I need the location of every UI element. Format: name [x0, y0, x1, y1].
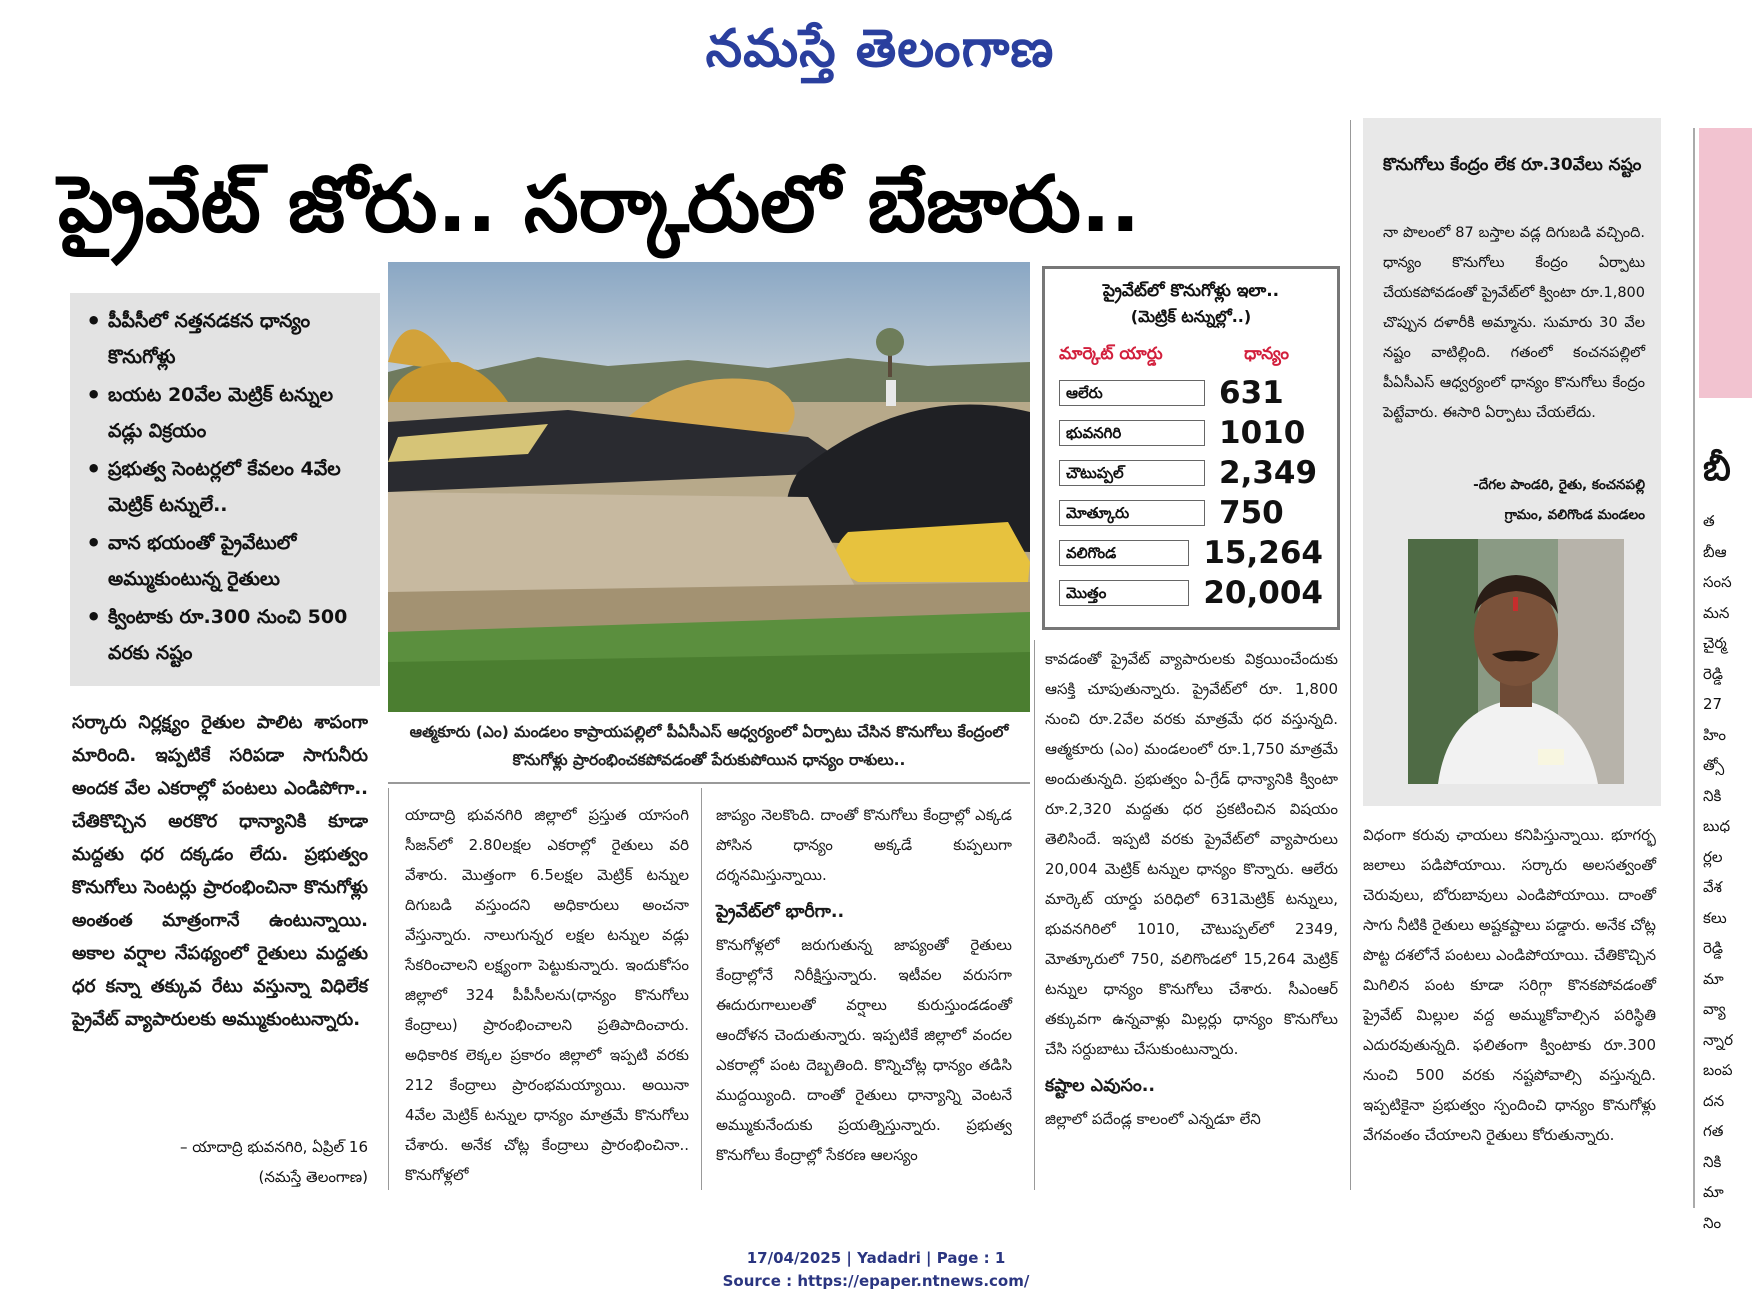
table-row [1059, 453, 1323, 493]
farmer-quote-sidebar [1363, 118, 1661, 806]
table-header-market: మార్కెట్ యార్డు [1059, 344, 1163, 364]
grain-value: 20,004 [1203, 575, 1323, 611]
sidebar-text: నా పొలంలో 87 బస్తాల వడ్ల దిగుబడి వచ్చింది. ధాన్యం కొనుగోలు కేంద్రం ఏర్పాటు చేయకపోవడంతో ప్రైవేట్‌లో క్వింటా రూ.1,800 చొప్పున దళారీకి అమ్మాను. సుమారు 30 వేల నష్టం వాటిల్లింది. గతంలో కంచనపల్లిలో పీఏసీఎస్ ఆధ్వర్యంలో ధాన్యం కొనుగోలు కేంద్రం పెట్టేవారు. ఈసారి ఏర్పాటు చేయలేదు. [1383, 225, 1645, 421]
caption-divider [388, 782, 1030, 784]
article-subheading: ప్రైవేట్‌లో భారీగా.. [716, 902, 845, 922]
column-divider [388, 788, 389, 1190]
column-divider [701, 788, 702, 1190]
dateline-source: (నమస్తే తెలంగాణ) [258, 1168, 368, 1186]
table-subtitle: (మెట్రిక్ టన్నుల్లో..) [1130, 307, 1252, 326]
article-column: విధంగా కరువు ఛాయలు కనిపిస్తున్నాయి. భూగర్భ జలాలు పడిపోయాయి. సర్కారు అలసత్వంతో చెరువులు, బోరుబావులు ఎండిపోయాయి. దాంతో సాగు నీటికి రైతులు అష్టకష్టాలు పడ్డారు. అనేక చోట్ల పొట్ట దశలోనే పంటలు ఎండిపోయాయి. చేతికొచ్చిన మిగిలిన పంట కూడా సరిగ్గా కొనకపోవడంతో ప్రైవేట్ మిల్లుల వద్ద అమ్ముకోవాల్సిన పరిస్థితి ఎదురవుతున్నది. ఫలితంగా క్వింటాకు రూ.300 నుంచి 500 వరకు నష్టపోవాల్సి వస్తున్నది. ఇప్పటికైనా ప్రభుత్వం స్పందించి ధాన్యం కొనుగోళ్లు వేగవంతం చేయాలని రైతులు కోరుతున్నారు. [1363, 826, 1656, 1144]
market-name: వలిగొండ [1059, 540, 1189, 566]
signature-line: గ్రామం, వలిగొండ మండలం [1504, 507, 1645, 523]
column-divider [1350, 120, 1351, 1190]
table-row [1059, 413, 1323, 453]
private-purchase-table [1042, 266, 1340, 630]
table-header-grain: ధాన్యం [1244, 344, 1289, 364]
footer-source: Source : https://epaper.ntnews.com/ [722, 1272, 1030, 1290]
table-row-total [1059, 573, 1323, 613]
table-row [1059, 533, 1323, 573]
farmer-portrait [1408, 539, 1624, 784]
table-title: ప్రైవేట్‌లో కొనుగోళ్లు ఇలా.. [1102, 281, 1280, 301]
footer-date-page: 17/04/2025 | Yadadri | Page : 1 [746, 1249, 1006, 1267]
grain-value: 631 [1219, 375, 1284, 411]
highlight-item: • ప్రభుత్వ సెంటర్లలో కేవలం 4వేల మెట్రిక్ టన్నులే.. [84, 451, 366, 523]
market-name: భువనగిరి [1059, 420, 1205, 446]
photo-caption: ఆత్మకూరు (ఎం) మండలం కాప్రాయపల్లిలో పీఏసీఎస్ ఆధ్వర్యంలో ఏర్పాటు చేసిన కొనుగోలు కేంద్రంలో కొనుగోళ్లు ప్రారంభించకపోవడంతో పేరుకుపోయిన ధాన్యం రాశులు.. [409, 723, 1009, 769]
grain-value: 1010 [1219, 415, 1306, 451]
highlight-item: • బయట 20వేల మెట్రిక్ టన్నుల వడ్లు విక్రయం [84, 377, 366, 449]
market-name: చౌటుప్పల్ [1059, 460, 1205, 486]
column-divider [1693, 128, 1695, 1208]
page-footer [0, 1247, 1752, 1293]
grain-value: 750 [1219, 495, 1284, 531]
column-divider [1034, 640, 1035, 1190]
highlight-item: • క్వింటాకు రూ.300 నుంచి 500 వరకు నష్టం [84, 599, 366, 671]
sidebar-heading: కొనుగోలు కేంద్రం లేక రూ.30వేలు నష్టం [1383, 155, 1642, 175]
table-row [1059, 493, 1323, 533]
adjacent-article-fragment [1693, 128, 1752, 1232]
article-paragraph: కొనుగోళ్లలో జరుగుతున్న జాప్యంతో రైతులు కేంద్రాల్లోనే నిరీక్షిస్తున్నారు. ఇటీవల వరుసగా ఈదురుగాలులతో వర్షాలు కురుస్తుండడంతో ఆందోళన చెందుతున్నారు. ఇప్పటికే జిల్లాలో వందల ఎకరాల్లో పంట దెబ్బతింది. కొన్నిచోట్ల ధాన్యం తడిసి ముద్దయ్యింది. దాంతో రైతులు ధాన్యాన్ని వెంటనే అమ్ముకునేందుకు ప్రయత్నిస్తున్నారు. ప్రభుత్వ కొనుగోలు కేంద్రాల్లో సేకరణ ఆలస్యం [716, 936, 1012, 1164]
market-name: మొత్తం [1059, 580, 1189, 606]
highlight-item: • వాన భయంతో ప్రైవేటులో అమ్ముకుంటున్న రైతులు [84, 525, 366, 597]
article-paragraph: జిల్లాలో పదేండ్ల కాలంలో ఎన్నడూ లేని [1045, 1110, 1261, 1128]
article-paragraph: జాప్యం నెలకొంది. దాంతో కొనుగోలు కేంద్రాల్లో ఎక్కడ పోసిన ధాన్యం అక్కడే కుప్పలుగా దర్శనమిస్తున్నాయి. [716, 806, 1012, 884]
dateline [72, 1132, 368, 1192]
article-column [1045, 644, 1338, 1134]
adjacent-photo [1699, 128, 1752, 398]
signature-line: -దేగల పాండరి, రైతు, కంచనపల్లి [1473, 477, 1645, 493]
article-column [716, 800, 1012, 1170]
headline: ప్రైవేట్ జోరు.. సర్కారులో బేజారు.. [58, 160, 1141, 250]
highlights-box [70, 293, 380, 686]
market-name: మోత్కూరు [1059, 500, 1205, 526]
masthead-logo: నమస్తే తెలంగాణ [705, 19, 1055, 79]
grain-heaps-photo [388, 262, 1030, 712]
lead-paragraph: సర్కారు నిర్లక్ష్యం రైతుల పాలిట శాపంగా మారింది. ఇప్పటికే సరిపడా సాగునీరు అందక వేల ఎకరాల్లో పంటలు ఎండిపోగా.. చేతికొచ్చిన అరకొర ధాన్యానికి కూడా మద్దతు ధర దక్కడం లేదు. ప్రభుత్వం కొనుగోలు సెంటర్లు ప్రారంభించినా కొనుగోళ్లు అంతంత మాత్రంగానే ఉంటున్నాయి. అకాల వర్షాల నేపథ్యంలో రైతులు మద్దతు ధర కన్నా తక్కువ రేటు వస్తున్నా విధిలేక ప్రైవేట్ వ్యాపారులకు అమ్ముకుంటున్నారు. [72, 712, 368, 1030]
grain-value: 2,349 [1219, 455, 1318, 491]
grain-value: 15,264 [1203, 535, 1323, 571]
dateline-place: – యాదాద్రి భువనగిరి, ఏప్రిల్ 16 [180, 1138, 368, 1156]
table-row [1059, 373, 1323, 413]
article-column: యాదాద్రి భువనగిరి జిల్లాలో ప్రస్తుత యాసంగి సీజన్‌లో 2.80లక్షల ఎకరాల్లో రైతులు వరి వేశారు. మొత్తంగా 6.5లక్షల మెట్రిక్ టన్నుల దిగుబడి వస్తుందని అధికారులు అంచనా వేస్తున్నారు. నాలుగున్నర లక్షల టన్నుల వడ్లు సేకరించాలని లక్ష్యంగా పెట్టుకున్నారు. ఇందుకోసం జిల్లాలో 324 పీపీసీలను(ధాన్యం కొనుగోలు కేంద్రాలు) ప్రారంభించాలని ప్రతిపాదించారు. అధికారిక లెక్కల ప్రకారం జిల్లాలో ఇప్పటి వరకు 212 కేంద్రాలు ప్రారంభమయ్యాయి. అయినా 4వేల మెట్రిక్ టన్నుల ధాన్యం మాత్రమే కొనుగోలు చేశారు. అనేక చోట్ల కేంద్రాలు ప్రారంభించినా.. కొనుగోళ్లలో [405, 806, 689, 1184]
market-name: ఆలేరు [1059, 380, 1205, 406]
article-paragraph: కావడంతో ప్రైవేట్ వ్యాపారులకు విక్రయించేందుకు ఆసక్తి చూపుతున్నారు. ప్రైవేట్‌లో రూ. 1,800 నుంచి రూ.2వేల వరకు మాత్రమే ధర వస్తున్నది. ఆత్మకూరు (ఎం) మండలంలో రూ.1,750 మాత్రమే అందుతున్నది. ప్రభుత్వం ఏ-గ్రేడ్ ధాన్యానికి క్వింటా రూ.2,320 మద్దతు ధర ప్రకటించిన విషయం తెలిసిందే. ఇప్పటి వరకు ప్రైవేట్‌లో వ్యాపారులు 20,004 మెట్రిక్ టన్నుల ధాన్యం కొన్నారు. ఆలేరు మార్కెట్ యార్డు పరిధిలో 631మెట్రిక్ టన్నులు, భువనగిరిలో 1010, చౌటుప్పల్‌లో 2349, మోత్కూరులో 750, వలిగొండలో 15,264 మెట్రిక్ టన్నుల ధాన్యం కొనుగోలు చేశారు. సీఎంఆర్ తక్కువగా ఉన్నవాళ్లు మిల్లర్లు ధాన్యం కొనుగోలు చేసి సర్దుబాటు చేసుకుంటున్నారు. [1045, 650, 1338, 1058]
table-header [1059, 339, 1323, 369]
adjacent-text: త బీఆ సంస మన చైర్మ రెడ్డి 27 హిం త్సో నికి బుధ ర్లల వేశ కలు రెడ్డి మా వ్యా న్నార బంప దన గత నికి మా నిం [1703, 512, 1733, 1232]
article-subheading: కష్టాల ఎవుసం.. [1045, 1076, 1156, 1096]
highlight-item: • పీపీసీలో నత్తనడకన ధాన్యం కొనుగోళ్లు [84, 303, 366, 375]
adjacent-heading: బీ [1703, 448, 1731, 489]
sidebar-signature [1383, 470, 1645, 530]
